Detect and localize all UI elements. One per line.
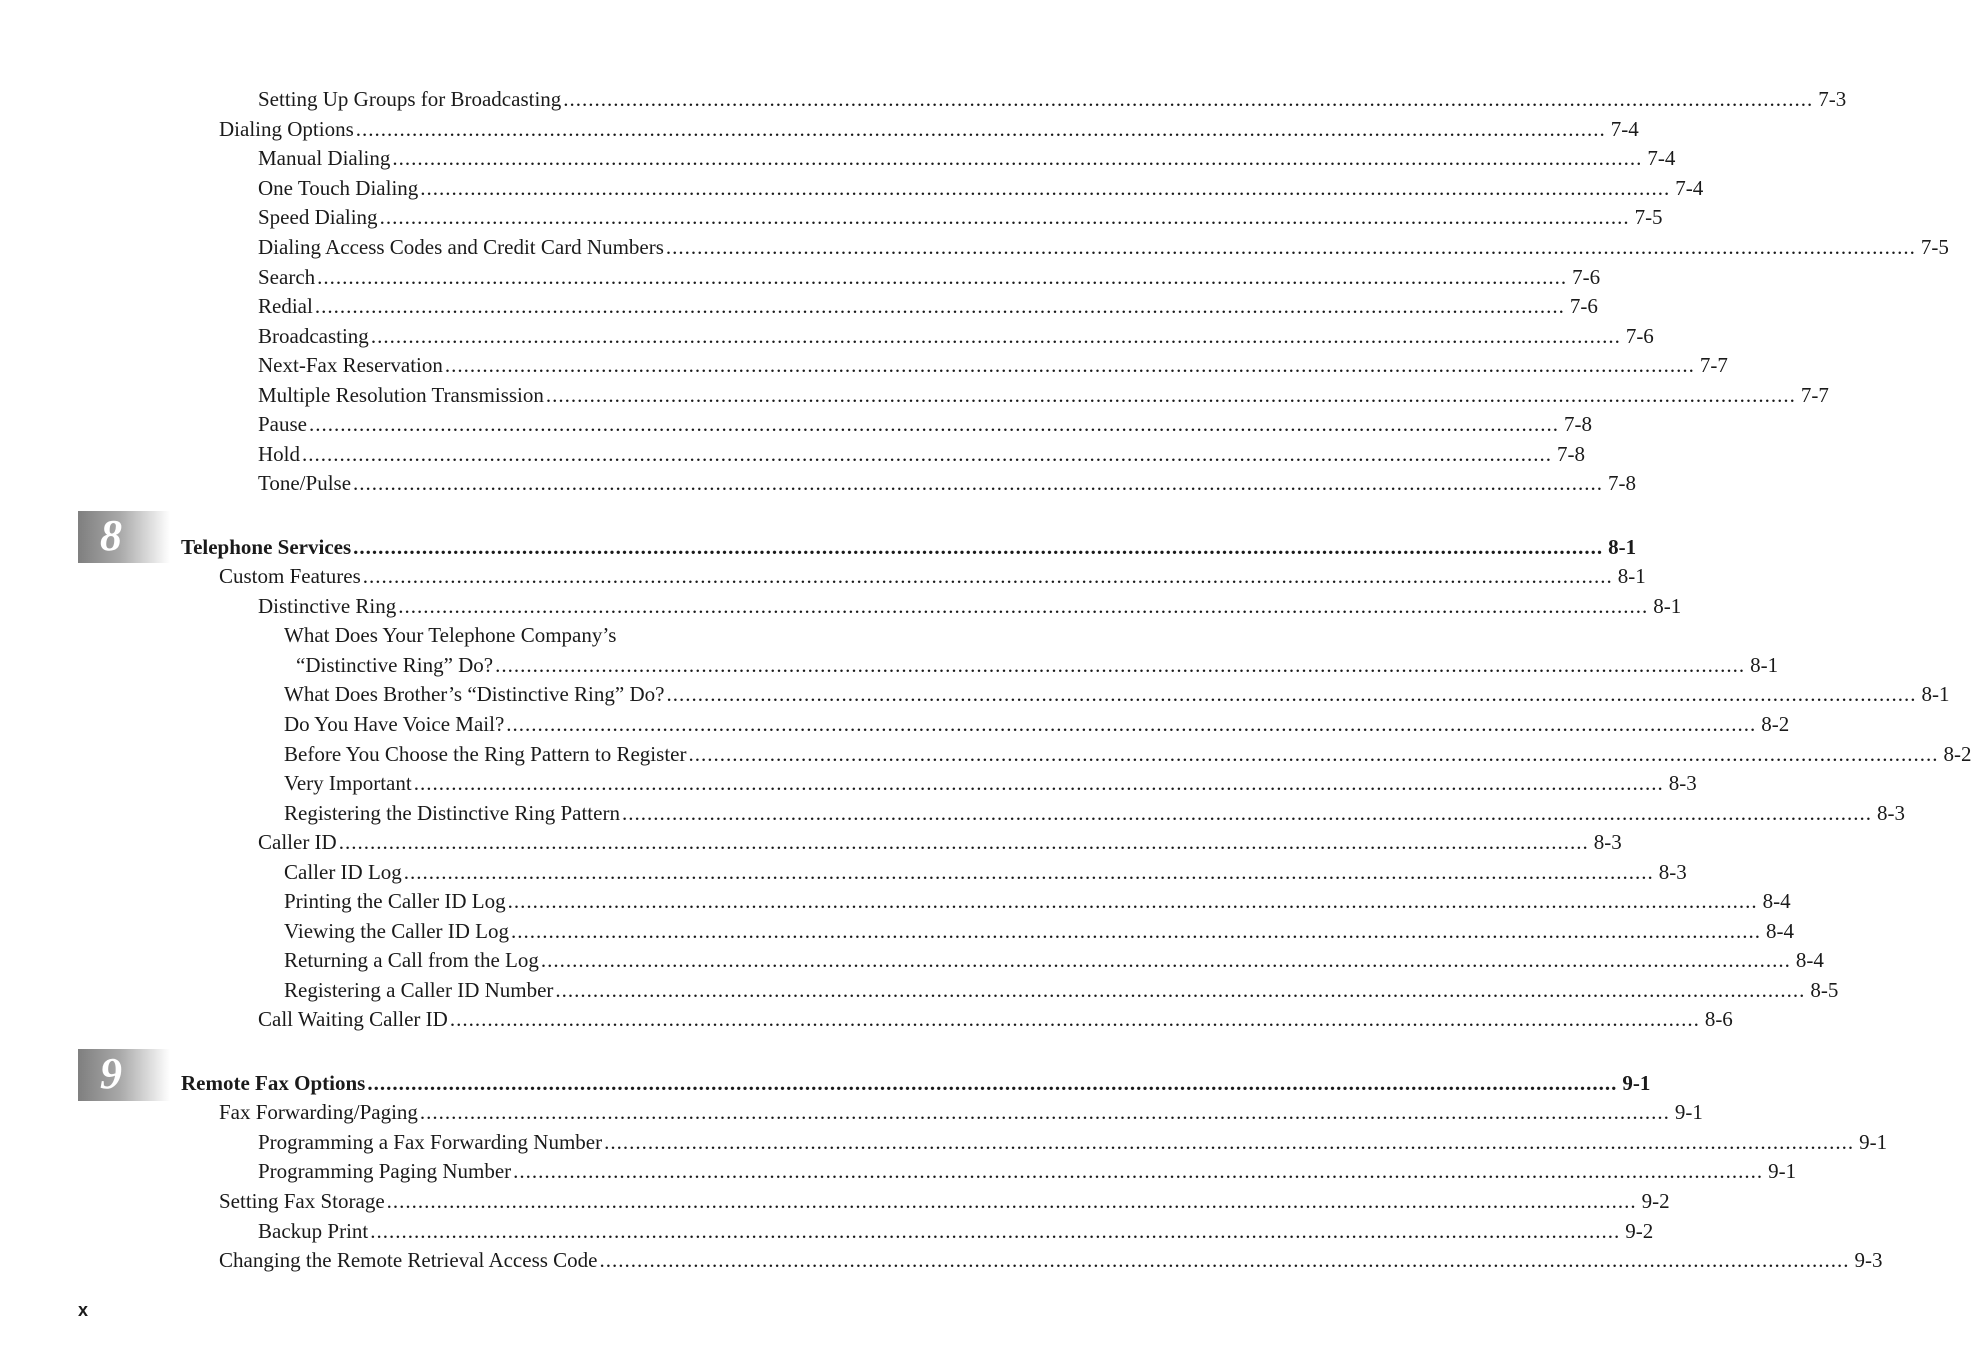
toc-entry-page: 9-1 [1674,1100,1703,1124]
toc-entry[interactable] [219,1242,1883,1272]
leader-dots: ........................................................................................................................................................................................................ [666,682,1917,706]
toc-entry-page: 7-6 [1572,265,1601,289]
leader-dots: ........................................................................................................................................................................................................ [545,383,1796,407]
toc-entry-label: Very Important [284,771,412,795]
toc-entry-label: Registering a Caller ID Number [284,978,554,1002]
toc-entry-label: Caller ID Log [284,860,402,884]
toc-entry-page: 9-1 [1768,1159,1797,1183]
toc-entry-label: Before You Choose the Ring Pattern to Register [284,742,687,766]
toc-entry[interactable] [258,81,1847,111]
leader-dots: ........................................................................................................................................................................................................ [540,948,1791,972]
toc-entry-label: Remote Fax Options [181,1071,366,1095]
leader-dots: ........................................................................................................................................................................................................ [495,653,1746,677]
toc-entry[interactable] [258,1213,1654,1243]
leader-dots: ........................................................................................................................................................................................................ [392,146,1643,170]
toc-entry[interactable] [258,588,1682,618]
toc-entry[interactable] [258,199,1663,229]
toc-entry[interactable] [219,111,1639,141]
toc-entry-page: 8-1 [1617,564,1646,588]
toc-entry[interactable] [284,854,1687,884]
leader-dots: ........................................................................................................................................................................................................ [621,801,1872,825]
toc-entry[interactable] [258,1001,1733,1031]
toc-entry[interactable] [219,1183,1670,1213]
toc-entry-page: 8-1 [1750,653,1779,677]
toc-entry-label: Broadcasting [258,324,369,348]
toc-entry-page: 8-2 [1943,742,1971,766]
leader-dots: ........................................................................................................................................................................................................ [555,978,1806,1002]
toc-entry-label: Printing the Caller ID Log [284,889,506,913]
toc-entry-label: Manual Dialing [258,146,391,170]
leader-dots: ........................................................................................................................................................................................................ [507,889,1758,913]
chapter-8-tab [78,511,170,563]
toc-entry-page: 8-2 [1761,712,1790,736]
leader-dots: ........................................................................................................................................................................................................ [403,860,1654,884]
toc-entry[interactable] [284,942,1824,972]
toc-entry-page: 7-8 [1557,442,1585,466]
toc-entry-label: Redial [258,294,313,318]
leader-dots: ........................................................................................................................................................................................................ [370,1219,1621,1243]
toc-entry-page: 7-4 [1647,146,1676,170]
leader-dots: ........................................................................................................................................................................................................ [355,117,1606,141]
leader-dots: ........................................................................................................................................................................................................ [563,87,1814,111]
toc-entry-page: 7-7 [1800,383,1829,407]
leader-dots: ........................................................................................................................................................................................................ [309,412,1559,436]
toc-entry-page: 7-6 [1569,294,1598,318]
leader-dots: ........................................................................................................................................................................................................ [413,771,1664,795]
toc-entry-label: Setting Fax Storage [219,1189,385,1213]
toc-entry-page: 7-3 [1818,87,1847,111]
toc-entry-page: 7-4 [1610,117,1639,141]
toc-entry-page: 8-3 [1668,771,1697,795]
toc-entry-label: Caller ID [258,830,337,854]
leader-dots: ........................................................................................................................................................................................................ [317,265,1568,289]
toc-entry-label: Backup Print [258,1219,369,1243]
chapter-number: 8 [100,511,122,560]
toc-entry[interactable] [296,647,1779,677]
leader-dots: ........................................................................................................................................................................................................ [367,1071,1618,1095]
toc-entry-label: Returning a Call from the Log [284,948,539,972]
toc-entry-label: Pause [258,412,307,436]
toc-entry-label: One Touch Dialing [258,176,419,200]
toc-entry-page: 8-1 [1653,594,1682,618]
toc-entry[interactable] [284,795,1905,825]
toc-entry[interactable] [258,377,1829,407]
chapter-9-tab [78,1049,170,1101]
toc-entry-label: Dialing Options [219,117,354,141]
toc-entry[interactable] [258,259,1601,289]
toc-entry-label: Next-Fax Reservation [258,353,443,377]
toc-entry[interactable] [284,676,1950,706]
toc-entry-label: Call Waiting Caller ID [258,1007,448,1031]
toc-entry-page: 8-6 [1704,1007,1733,1031]
leader-dots: ........................................................................................................................................................................................................ [398,594,1649,618]
leader-dots: ........................................................................................................................................................................................................ [599,1248,1850,1272]
toc-entry-page: 7-6 [1625,324,1654,348]
toc-entry[interactable] [258,288,1598,318]
toc-entry-first-line[interactable] [284,617,824,647]
toc-entry[interactable] [219,1094,1703,1124]
toc-entry[interactable] [258,1153,1797,1183]
toc-entry-label: “Distinctive Ring” Do? [296,653,494,677]
toc-entry-label: Do You Have Voice Mail? [284,712,505,736]
leader-dots: ........................................................................................................................................................................................................ [338,830,1589,854]
leader-dots: ........................................................................................................................................................................................................ [362,564,1613,588]
toc-entry-page: 9-1 [1622,1071,1651,1095]
toc-entry-page: 8-3 [1658,860,1687,884]
toc-entry-page: 8-4 [1766,919,1795,943]
toc-entry-page: 7-4 [1675,176,1704,200]
chapter-number: 9 [100,1049,122,1098]
toc-entry-page: 9-2 [1625,1219,1654,1243]
toc-entry[interactable] [258,1124,1888,1154]
leader-dots: ........................................................................................................................................................................................................ [665,235,1916,259]
leader-dots: ........................................................................................................................................................................................................ [386,1189,1637,1213]
toc-entry-label: What Does Your Telephone Company’s [284,623,617,647]
toc-entry-page: 9-3 [1854,1248,1883,1272]
leader-dots: ........................................................................................................................................................................................................ [419,1100,1670,1124]
toc-entry-label: Search [258,265,316,289]
leader-dots: ........................................................................................................................................................................................................ [513,1159,1764,1183]
toc-entry-label: Fax Forwarding/Paging [219,1100,418,1124]
toc-entry[interactable] [284,913,1795,943]
toc-entry-page: 8-5 [1810,978,1839,1002]
toc-entry[interactable] [258,170,1704,200]
toc-entry-label: Distinctive Ring [258,594,397,618]
toc-entry-label: Telephone Services [181,535,352,559]
leader-dots: ........................................................................................................................................................................................................ [314,294,1565,318]
toc-entry-label: Speed Dialing [258,205,378,229]
toc-entry-page: 8-1 [1921,682,1950,706]
toc-entry-label: Dialing Access Codes and Credit Card Numbers [258,235,664,259]
toc-entry-label: Registering the Distinctive Ring Pattern [284,801,620,825]
toc-entry[interactable] [284,736,1971,766]
leader-dots: ........................................................................................................................................................................................................ [302,442,1552,466]
toc-entry-label: What Does Brother’s “Distinctive Ring” Do? [284,682,665,706]
toc-entry[interactable] [219,558,1646,588]
toc-entry[interactable] [284,706,1790,736]
toc-entry[interactable] [258,347,1728,377]
leader-dots: ........................................................................................................................................................................................................ [353,535,1604,559]
toc-entry[interactable] [258,465,1637,495]
toc-entry-page: 8-1 [1608,535,1637,559]
toc-entry-page: 9-1 [1859,1130,1888,1154]
toc-entry[interactable] [258,824,1622,854]
toc-entry-label: Multiple Resolution Transmission [258,383,544,407]
toc-chapter-entry[interactable] [181,1065,1651,1095]
leader-dots: ........................................................................................................................................................................................................ [688,742,1939,766]
leader-dots: ........................................................................................................................................................................................................ [379,205,1630,229]
toc-entry-label: Changing the Remote Retrieval Access Code [219,1248,598,1272]
toc-entry-label: Custom Features [219,564,361,588]
leader-dots: ........................................................................................................................................................................................................ [511,919,1762,943]
leader-dots: ........................................................................................................................................................................................................ [420,176,1671,200]
toc-entry-page: 9-2 [1641,1189,1670,1213]
toc-entry-label: Hold [258,442,300,466]
toc-entry[interactable] [258,140,1676,170]
toc-entry-label: Programming Paging Number [258,1159,512,1183]
toc-entry[interactable] [258,318,1654,348]
toc-entry-page: 8-4 [1762,889,1791,913]
toc-entry[interactable] [284,765,1697,795]
toc-chapter-entry[interactable] [181,529,1637,559]
toc-entry-page: 7-5 [1634,205,1663,229]
leader-dots: ........................................................................................................................................................................................................ [506,712,1757,736]
toc-entry[interactable] [284,972,1839,1002]
toc-entry-label: Viewing the Caller ID Log [284,919,510,943]
toc-entry-page: 8-3 [1876,801,1905,825]
toc-entry-label: Setting Up Groups for Broadcasting [258,87,562,111]
toc-entry-label: Tone/Pulse [258,471,352,495]
toc-entry[interactable] [258,406,1592,436]
toc-entry[interactable] [284,883,1791,913]
leader-dots: ........................................................................................................................................................................................................ [370,324,1621,348]
leader-dots: ........................................................................................................................................................................................................ [444,353,1695,377]
leader-dots: ........................................................................................................................................................................................................ [604,1130,1855,1154]
page-number: x [78,1300,89,1320]
toc-entry-page: 7-5 [1920,235,1949,259]
toc-entry-page: 8-3 [1593,830,1622,854]
toc-entry-page: 8-4 [1795,948,1824,972]
leader-dots: ........................................................................................................................................................................................................ [449,1007,1700,1031]
toc-entry-page: 7-7 [1699,353,1728,377]
toc-entry[interactable] [258,229,1949,259]
leader-dots: ........................................................................................................................................................................................................ [353,471,1604,495]
toc-entry-page: 7-8 [1564,412,1592,436]
toc-entry-label: Programming a Fax Forwarding Number [258,1130,603,1154]
toc-entry[interactable] [258,436,1585,466]
toc-entry-page: 7-8 [1608,471,1637,495]
